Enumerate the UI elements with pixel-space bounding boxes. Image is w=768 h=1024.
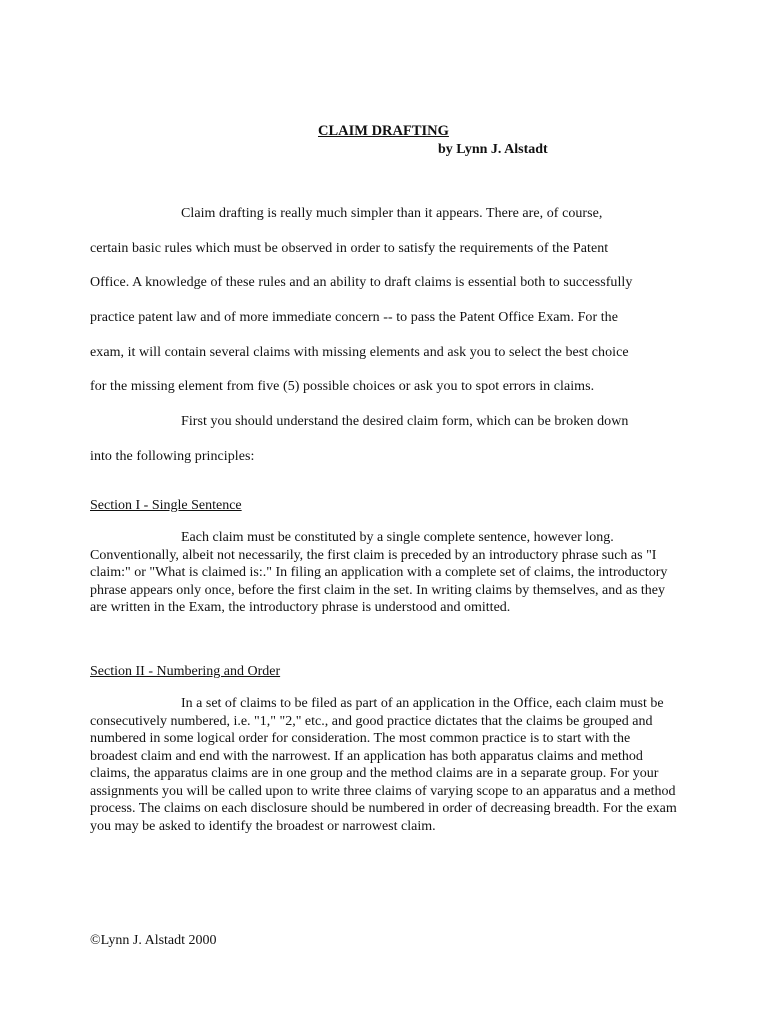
intro-line: for the missing element from five (5) possible choices or ask you to spot errors in claims. bbox=[90, 379, 595, 394]
intro-line: First you should understand the desired claim form, which can be broken down bbox=[181, 414, 629, 429]
intro-line: exam, it will contain several claims with missing elements and ask you to select the best choice bbox=[90, 345, 629, 360]
section-heading: Section II - Numbering and Order bbox=[90, 664, 281, 679]
intro-line: into the following principles: bbox=[90, 449, 255, 464]
section-body: Each claim must be constituted by a single complete sentence, however long. Conventionally, albeit not necessarily, the first claim is preceded by an introductory phrase such as "I claim:" or "What is claimed is:." In filing an application with a complete set of claims, the introductory phrase appears only once, before the first claim in the set. In writing claims by themselves, and as they are written in the Exam, the introductory phrase is understood and omitted. bbox=[90, 530, 668, 615]
intro-line: practice patent law and of more immediate concern -- to pass the Patent Office Exam. For the bbox=[90, 310, 618, 325]
document-title: CLAIM DRAFTING bbox=[318, 123, 449, 139]
author-byline: by Lynn J. Alstadt bbox=[438, 142, 548, 157]
section-body: In a set of claims to be filed as part of an application in the Office, each claim must be consecutively numbered, i.e. "1," "2," etc., and good practice dictates that the claims be grouped and numbered in some logical order for consideration. The most common practice is to start with the broadest claim and end with the narrowest. If an application has both apparatus claims and method claims, the apparatus claims are in one group and the method claims are in a separate group. For your assignments you will be called upon to write three claims of varying scope to an apparatus and a method process. The claims on each disclosure should be numbered in order of decreasing breadth. For the exam you may be asked to identify the broadest or narrowest claim. bbox=[90, 696, 677, 834]
intro-line: Office. A knowledge of these rules and an ability to draft claims is essential both to successfully bbox=[90, 275, 633, 290]
copyright-footer: ©Lynn J. Alstadt 2000 bbox=[90, 933, 217, 948]
section-heading: Section I - Single Sentence bbox=[90, 498, 242, 513]
intro-line: Claim drafting is really much simpler than it appears. There are, of course, bbox=[181, 206, 603, 221]
intro-line: certain basic rules which must be observed in order to satisfy the requirements of the Patent bbox=[90, 241, 609, 256]
